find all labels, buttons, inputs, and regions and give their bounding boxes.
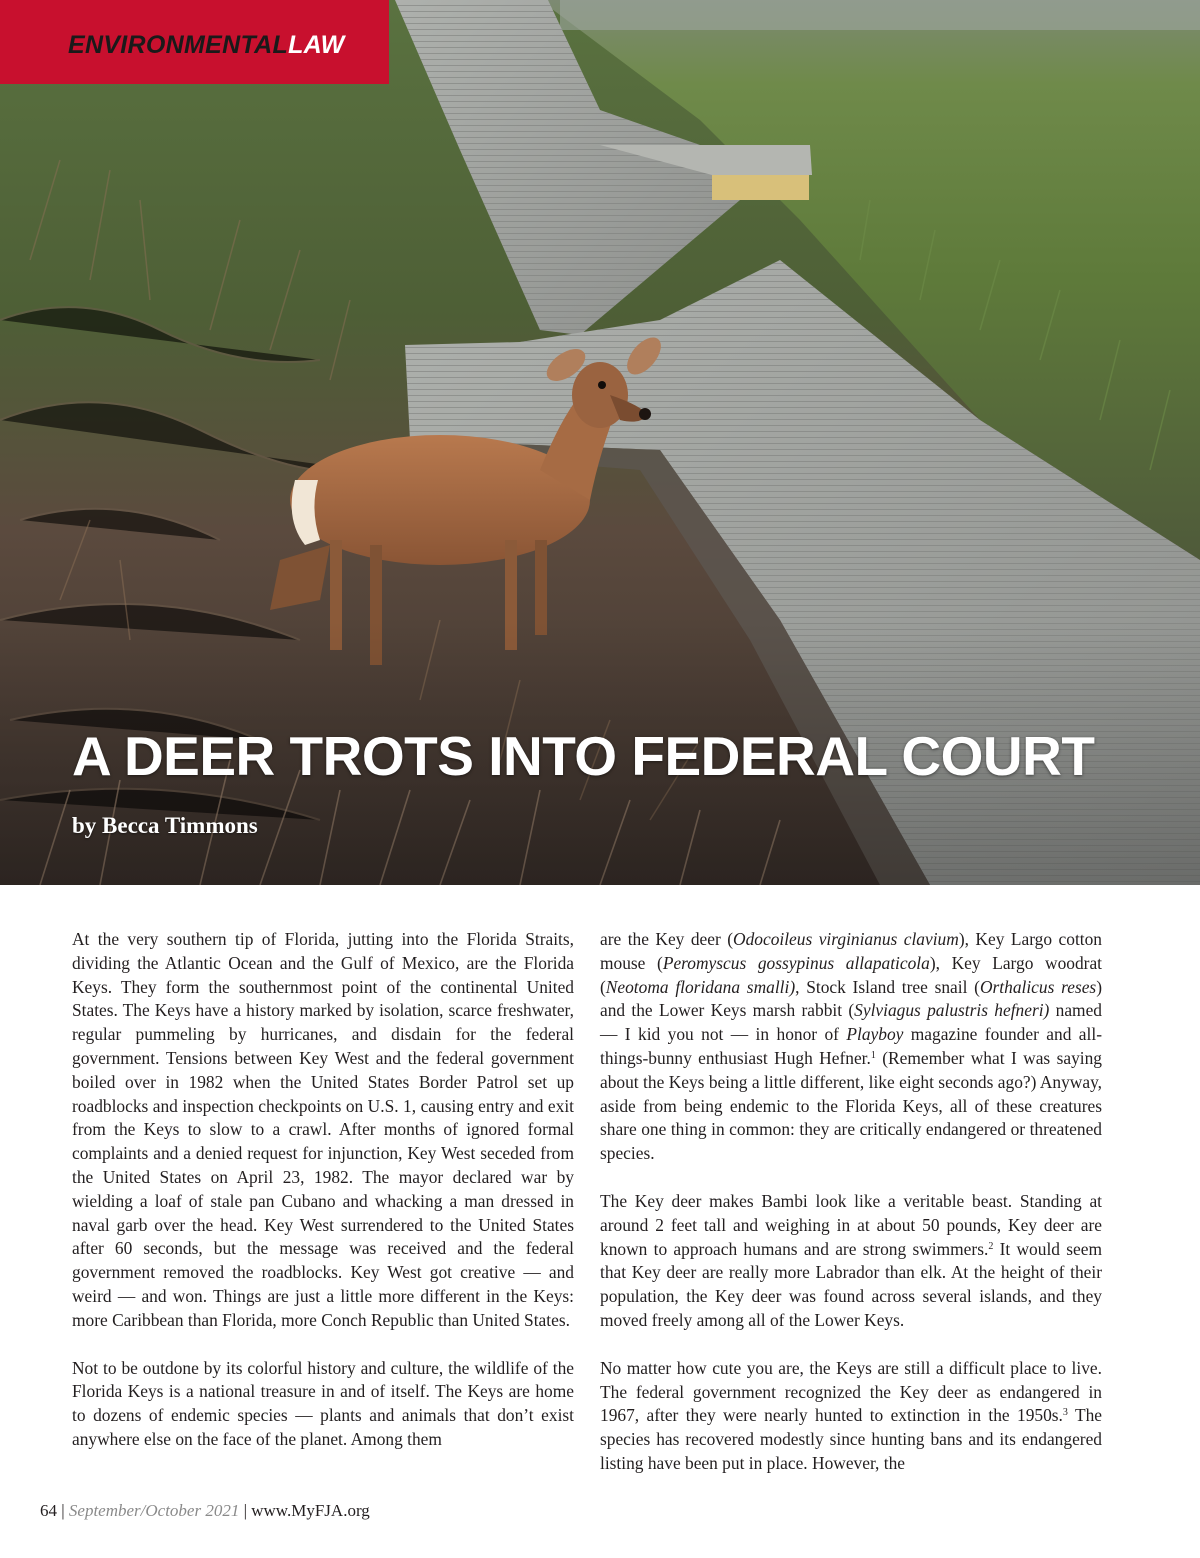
footer-separator: |	[243, 1501, 247, 1520]
article-byline: by Becca Timmons	[72, 813, 258, 838]
footer-separator: |	[61, 1501, 65, 1520]
article-column-right	[600, 928, 1102, 1500]
issue-date: September/October 2021	[68, 1501, 240, 1520]
article-headline: A DEER TROTS INTO FEDERAL COURT	[72, 725, 1095, 787]
footnote-ref-2: 2	[988, 1240, 994, 1252]
website-link[interactable]: www.MyFJA.org	[251, 1501, 370, 1520]
footnote-ref-1: 1	[870, 1049, 876, 1061]
paragraph-1: At the very southern tip of Florida, jutting into the Florida Straits, dividing the Atlantic Ocean and the Gulf of Mexico, are the Florida Keys. They form the southernmost point of the continental United States. The Keys have a history marked by isolation, scarce freshwater, regular pummeling by hurricanes, and disdain for the federal government. Tensions between Key West and the federal government boiled over in 1982 when the United States Border Patrol set up roadblocks and inspection checkpoints on U.S. 1, causing entry and exit from the Keys to slow to a crawl. After months of ignored formal complaints and a denied request for injunction, Key West seceded from the United States on April 23, 1982. The mayor declared war by wielding a loaf of stale pan Cubano and whacking a man dressed in naval garb over the head. Key West surrendered to the United States after 60 seconds, but the message was received and the federal government removed the roadblocks. Key West got creative — and weird — and won. Things are just a little more different in the Keys: more Caribbean than Florida, more Conch Republic than United States.	[72, 929, 574, 1330]
paragraph-5: No matter how cute you are, the Keys are still a difficult place to live. The federal government recognized the Key deer as endangered in 1967, after they were nearly hunted to extinction in the 1950s.$^3$ The species has recovered modestly since hunting bans and its endangered listing have been put in place. However, the	[600, 1357, 1102, 1473]
page-footer	[40, 1500, 370, 1522]
paragraph-3: are the Key deer (Odocoileus virginianus clavium), Key Largo cotton mouse (Peromyscus gossypinus allapaticola), Key Largo woodrat (Neotoma floridana smalli), Stock Island tree snail (Orthalicus reses) and the Lower Keys marsh rabbit (Sylviagus palustris hefneri) named — I kid you not — in honor of Playboy magazine founder and all-things-bunny enthusiast Hugh Hefner.$^1$ (Remember what I was saying about the Keys being a little different, like eight seconds ago?) Anyway, aside from being endemic to the Florida Keys, all of these creatures share one thing in common: they are critically endangered or threatened species.	[600, 929, 1103, 1164]
article-column-left	[72, 928, 574, 1476]
section-word-1: ENVIRONMENTAL	[68, 31, 289, 59]
paragraph-4: The Key deer makes Bambi look like a veritable beast. Standing at around 2 feet tall and weighing in at about 50 pounds, Key deer are known to approach humans and are strong swimmers.$^2$ It would seem that Key deer are really more Labrador than elk. At the height of their population, the Key deer was found across several islands, and they moved freely among all of the Lower Keys.	[600, 1190, 1102, 1330]
section-tab	[0, 0, 389, 84]
page-number: 64	[40, 1501, 57, 1520]
section-label	[68, 30, 345, 60]
section-word-2: LAW	[288, 31, 345, 59]
footnote-ref-3: 3	[1062, 1407, 1068, 1419]
paragraph-2: Not to be outdone by its colorful history and culture, the wildlife of the Florida Keys is a national treasure in and of itself. The Keys are home to dozens of endemic species — plants and animals that don’t exist anywhere else on the face of the planet. Among them	[72, 1357, 574, 1449]
